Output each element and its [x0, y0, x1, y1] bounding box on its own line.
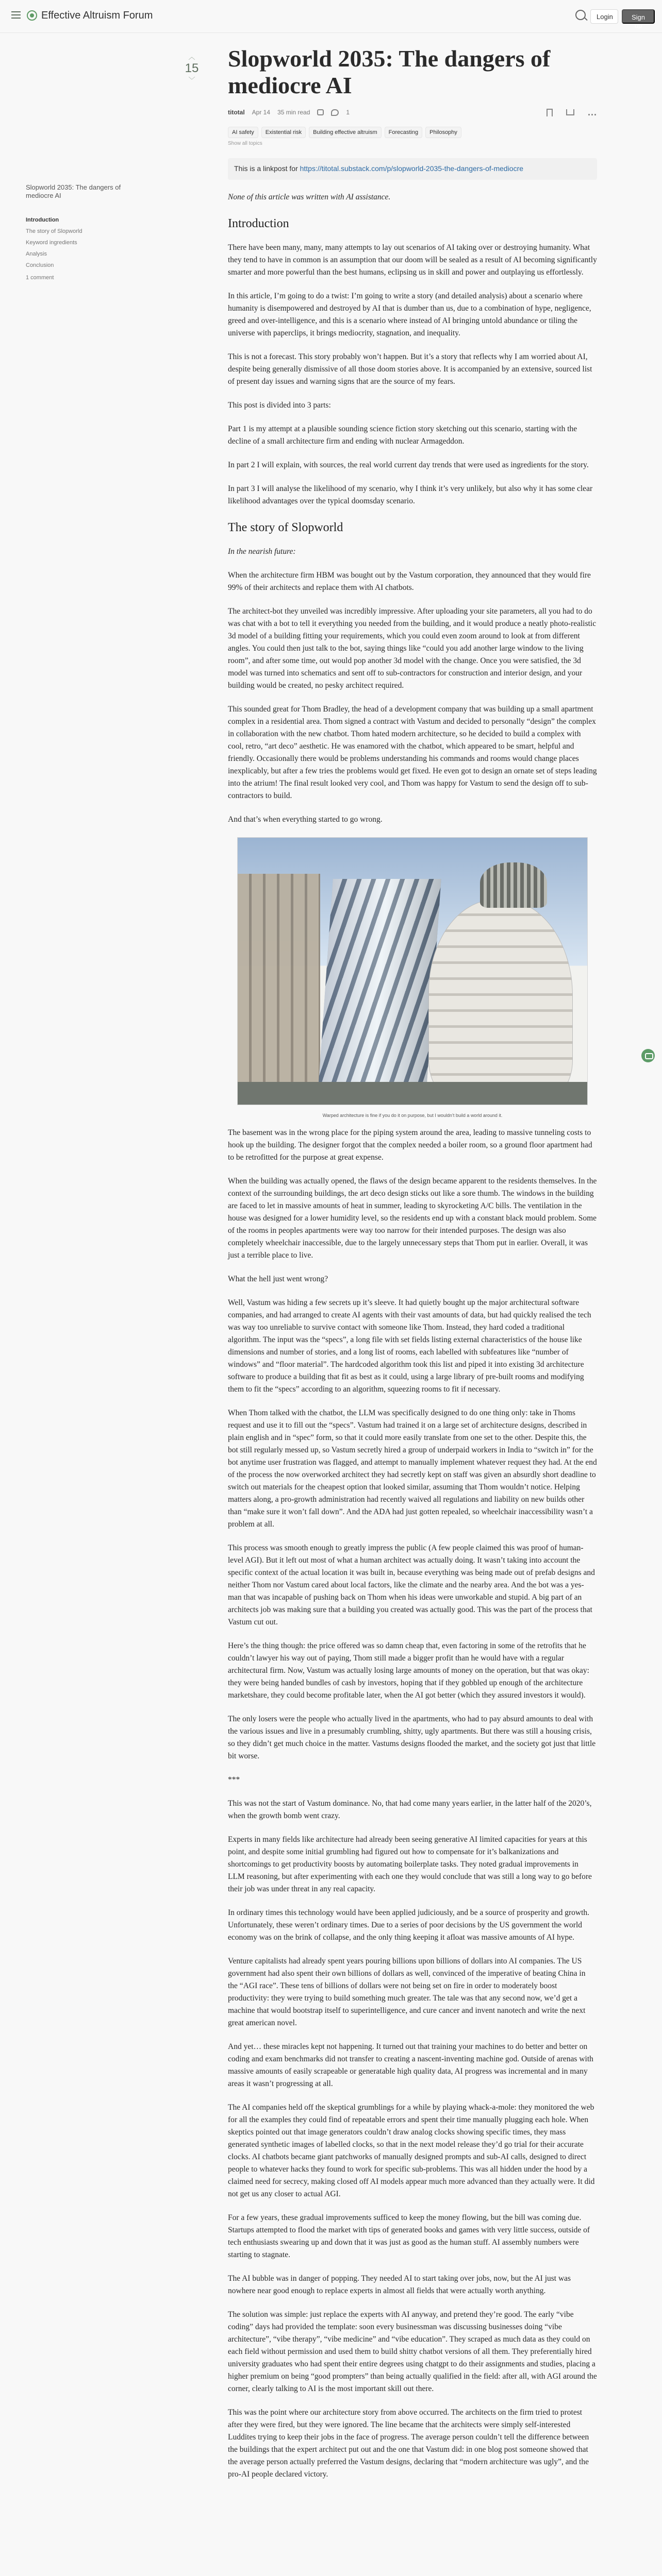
- comment-icon[interactable]: [331, 109, 339, 116]
- paragraph-after-image-5: When Thom talked with the chatbot, the LLM was specifically designed to do one thing only: take in Thoms request and use it to fill out the “specs”. Vastum had trained it on a large set of architecture designs, described in plain english and in “spec” form, so that it could more easily translate from one set to the other. Despite this, the bot still regularly messed up, so Vastum secretly hired a group of underpaid workers in India to “switch in” for the bot anytime user frustration was flagged, and attempt to manually implement whatever request they had. At the end of the process the now overworked architect they had secretly kept on staff was given an absurdly short deadline to switch out materials for the cheapest option that looked similar, assuming that Thom wouldn’t notice. Helping matters along, a pro-growth administration had recently waived all regulations and liability on new builds other than “make sure it won’t fall down”. And the ADA had just gotten repealed, so wheelchair inaccessibility wasn’t a problem at all.: [228, 1409, 597, 1529]
- paragraph-before-image-5: Part 1 is my attempt at a plausible sounding science fiction story sketching out this scenario, starting with the decline of a small architecture firm and ending with nuclear Armageddon.: [228, 425, 577, 446]
- left-building-facade: [238, 874, 320, 1105]
- section-divider: ***: [228, 1775, 240, 1784]
- more-options-icon[interactable]: ...: [587, 107, 597, 117]
- topic-tags: [228, 127, 597, 138]
- share-icon[interactable]: [566, 109, 574, 115]
- post-actions: [547, 107, 597, 118]
- paragraph-after-image-19: This was the point where our architecture story from above occurred. The architects on the firm tried to protest after they were fired, but they were ignored. The line became that the architects were simply self-interested Luddites trying to keep their jobs in the face of progress. The average person couldn’t tell the difference between the buildings that the expert architect put out and the one that Vastum did: in one blog post someone showed that the average person actually preferred the Vastum designs, declaring that “modern architecture was ugly”, and the pro-AI people declared victory.: [228, 2408, 589, 2479]
- paragraph-before-image-8: When the architecture firm HBM was bought out by the Vastum corporation, they announced that they would fire 99% of their architects and replace them with AI chatbots.: [228, 571, 591, 592]
- paragraph-before-image-10: This sounded great for Thom Bradley, the head of a development company that was building up a small apartment complex in a residential area. Thom signed a contract with Vastum and decided to personally “design” the complex in collaboration with the new chatbot. Thom hated modern architecture, so he decided to build a complex with cool, retro, “art deco” aesthetic. He was enamored with the chatbot, which appeared to be smart, helpful and friendly. Occasionally there would be problems understanding his commands and rooms would change places inexplicably, but after a few tries the problems would get fixed. He even got to design an ornate set of steps leading into the atrium! The final result looked very cool, and Thom was happy for Vastum to send the design off to sub-contractors to build.: [228, 705, 597, 800]
- rooftop-dome: [480, 862, 547, 908]
- paragraph-before-image-6: In part 2 I will explain, with sources, the real world current day trends that were used as ingredients for the story.: [228, 461, 589, 469]
- warped-building-image: [237, 837, 588, 1105]
- paragraph-after-image-10: This was not the start of Vastum dominance. No, that had come many years earlier, in the latter half of the 2020’s, when the growth bomb went crazy.: [228, 1799, 592, 1820]
- login-button[interactable]: Login: [590, 9, 618, 24]
- toc-item-conclusion[interactable]: Conclusion: [26, 262, 54, 268]
- post-author[interactable]: titotal: [228, 109, 245, 116]
- paragraph-before-image-11: And that’s when everything started to go wrong.: [228, 815, 383, 824]
- paragraph-before-image-3: This is not a forecast. This story probably won’t happen. But it’s a story that reflects why I am worried about AI, despite being generally dismissive of all those doom stories above. It is accompanied by an extensive, sourced list of present day issues and warning signs that are the source of my fears.: [228, 352, 592, 386]
- post-body: [228, 191, 597, 2481]
- paragraph-before-image-9: The architect-bot they unveiled was incredibly impressive. After uploading your site parameters, all you had to do was chat with a bot to tell it everything you needed from the building, and it would produce a neatly photo-realistic 3d model of a building fitting your requirements, which you could even zoom around to look at from different angles. You could then just talk to the bot, saying things like “could you add another large window to the living room”, and after some time, out would pop another 3d model with the change. Once you were satisfied, the 3d model was turned into schematics and sent off to sub-contractors for construction and interior design, and your building would be created, no pesky architect required.: [228, 607, 597, 690]
- toc-comments-link[interactable]: 1 comment: [26, 275, 54, 281]
- post-meta: [228, 107, 597, 117]
- signup-button[interactable]: Sign up: [622, 9, 655, 24]
- paragraph-after-image-11: Experts in many fields like architecture had already been seeing generative AI limited capacities for years at this point, and despite some initial grumbling had figured out how to compensate for it’s balkanizations and shortcomings to get productivity boosts by automating boilerplate tasks. They noted gradual improvements in LLM reasoning, but after experimenting with each one they would conclude that was still a long way to go before their job was under threat in any real capacity.: [228, 1835, 592, 1893]
- toc-item-story[interactable]: The story of Slopworld: [26, 228, 82, 234]
- post-title: [228, 45, 597, 99]
- comment-count[interactable]: 1: [346, 109, 350, 116]
- tag-forecasting[interactable]: Forecasting: [385, 127, 422, 138]
- article-image-container: [228, 837, 597, 1122]
- downvote-icon[interactable]: ﹀: [188, 76, 195, 84]
- introduction-heading: Introduction: [228, 217, 289, 230]
- vote-widget: [183, 54, 201, 83]
- feedback-chat-icon[interactable]: [641, 1049, 655, 1062]
- paragraph-after-image-4: Well, Vastum was hiding a few secrets up it’s sleeve. It had quietly bought up the major architectural software companies, and had arranged to create AI agents with their vast amounts of data, but had quickly realised the tech was way too unreliable to survive contact with someone like Thom. Instead, they hard coded a traditional algorithm. The input was the “specs”, a long file with set fields listing external characteristics of the house like dimensions and number of stories, and a long list of rooms, each labelled with subfeatures like “number of windows” and “floor material”. The hardcoded algorithm took this list and piped it into existing 3d architecture software to produce a building that fit as best as it could, using a large library of pre-built rooms and modifying them to fit the “specs” according to an algorithm, squeezing rooms to fit if necessary.: [228, 1298, 591, 1394]
- post-title-text: Slopworld 2035: The dangers of mediocre AI: [228, 45, 551, 98]
- post-article: [228, 45, 597, 2492]
- toc-item-analysis[interactable]: Analysis: [26, 251, 47, 257]
- street-level: [238, 1082, 588, 1105]
- paragraph-after-image-16: For a few years, these gradual improvements sufficed to keep the money flowing, but the bill was coming due. Startups attempted to flood the market with tips of generated books and games with very little success, outside of tech enthusiasts swearing up and down that it was just as good as the human stuff. AI assembly numbers were starting to stagnate.: [228, 2213, 590, 2259]
- paragraph-after-image-12: In ordinary times this technology would have been applied judiciously, and be a source of prosperity and growth. Unfortunately, these weren’t ordinary times. Due to a series of poor decisions by the US government the world economy was on the brink of collapse, and the only thing keeping it afloat was massive amounts of AI hype.: [228, 1908, 590, 1942]
- linkpost-prefix: This is a linkpost for: [234, 164, 300, 173]
- toc-item-keyword-ingredients[interactable]: Keyword ingredients: [26, 240, 77, 246]
- story-subheading: In the nearish future:: [228, 547, 296, 556]
- tag-existential-risk[interactable]: Existential risk: [261, 127, 306, 138]
- search-icon[interactable]: [575, 10, 586, 20]
- paragraph-after-image-14: And yet… these miracles kept not happening. It turned out that training your machines to do better and better on coding and exam benchmarks did not transfer to creating a nascent-inventing machine god. Outside of arenas with massive amounts of easily scrapeable or generatable high quality data, AI progress was incremental and in many areas it wasn’t progressing at all.: [228, 2042, 593, 2088]
- paragraph-after-image-17: The AI bubble was in danger of popping. They needed AI to start taking over jobs, now, but the AI just was nowhere near good enough to replace experts in almost all fields that were actually worth anything.: [228, 2274, 571, 2295]
- show-all-topics[interactable]: Show all topics: [228, 141, 262, 146]
- paragraph-before-image-1: There have been many, many, many attempts to lay out scenarios of AI taking over or destroying humanity. What they tend to have in common is an assumption that our doom will be sealed as a result of AI becoming significantly smarter and more powerful than the best humans, eclipsing us in skill and power and outplaying us effortlessly.: [228, 243, 597, 277]
- top-navigation: [0, 0, 662, 33]
- paragraph-after-image-8: The only losers were the people who actually lived in the apartments, who had to pay absurd amounts to deal with the various issues and live in a presumably crumbling, shitty, ugly apartments. But there was still a housing crisis, so they didn’t get much choice in the matter. Vastums designs flooded the market, and the society got just that little bit worse.: [228, 1715, 596, 1760]
- upvote-icon[interactable]: ︿: [188, 53, 195, 61]
- paragraph-after-image-13: Venture capitalists had already spent years pouring billions upon billions of dollars into AI companies. The US government had also spent their own billions of dollars as well, convinced of the imperative of beating China in the “AGI race”. These tens of billions of dollars were not being set on fire in order to moderately boost productivity: they were trying to build something much greater. The tale was that any second now, we’d get a machine that would bootstrap itself to superintelligence, and cure cancer and invent nanotech and write the next great american novel.: [228, 1957, 586, 2027]
- listen-icon[interactable]: [317, 109, 324, 115]
- tag-building-effective-altruism[interactable]: Building effective altruism: [309, 127, 382, 138]
- paragraph-after-image-7: Here’s the thing though: the price offered was so damn cheap that, even factoring in some of the retrofits that he couldn’t lawyer his way out of paying, Thom still made a bigger profit than he would have with a regular architectural firm. Now, Vastum was actually losing large amounts of money on the operation, but that was okay: they were being handed bundles of cash by investors, hoping that if they gobbled up enough of the architecture marketshare, they could become profitable later, when the AI got better (which they assured investors it would).: [228, 1641, 589, 1700]
- read-time: 35 min read: [277, 109, 310, 116]
- toc-title[interactable]: Slopworld 2035: The dangers of mediocre AI: [26, 183, 121, 199]
- table-of-contents: [26, 183, 134, 285]
- post-date[interactable]: Apr 14: [252, 109, 271, 116]
- paragraph-after-image-15: The AI companies held off the skeptical grumblings for a while by playing whack-a-mole: they monitored the web for all the examples they could find of repeatable errors and spent their time manually plugging each hole. When skeptics pointed out that image generators couldn’t draw analog clocks showing specific times, they mass generated synthetic images of labelled clocks, so that in the next model release they’d go trial for their accurate clocks. AI chatbots became giant patchworks of manually designed prompts and sub-AI calls, designed to direct people to whatever hacks they found to work for specific sub-problems. This was all hidden under the hood by a claimed need for secrecy, making closed off AI models appear much more advanced than they actually were. It did not get us any closer to actual AGI.: [228, 2103, 595, 2198]
- paragraph-before-image-7: In part 3 I will analyse the likelihood of my scenario, why I think it’s very unlikely, but also why it has some clear likelihood advantages over the typical doomsday scenario.: [228, 484, 593, 505]
- linkpost-url[interactable]: https://titotal.substack.com/p/slopworld-2035-the-dangers-of-mediocre: [300, 164, 524, 173]
- bookmark-icon[interactable]: [547, 109, 553, 116]
- paragraph-after-image-6: This process was smooth enough to greatly impress the public (A few people claimed this was proof of human-level AGI). But it left out most of what a human architect was actually doing. It wasn’t taking into account the specific context of the actual location it was built in, because everything was being made out of prefab designs and neither Thom nor Vastum cared about local factors, like the climate and the nearby area. And the bot was a yes-man that was incapable of pushing back on Thom when his ideas were unworkable and stupid. A big part of an architects job was making sure that a building you created was actually good. This was the part of the process that Vastum cut out.: [228, 1544, 595, 1626]
- tag-philosophy[interactable]: Philosophy: [425, 127, 461, 138]
- paragraph-before-image-4: This post is divided into 3 parts:: [228, 401, 331, 410]
- site-title[interactable]: Effective Altruism Forum: [41, 10, 153, 21]
- curved-facade: [428, 900, 573, 1100]
- intro-note: None of this article was written with AI assistance.: [228, 193, 391, 201]
- toc-item-introduction[interactable]: Introduction: [26, 217, 59, 223]
- paragraph-before-image-2: In this article, I’m going to do a twist: I’m going to write a story (and detailed analysis) about a scenario where humanity is disempowered and destroyed by AI that is dumber than us, due to a combination of hype, negligence, greed and over-intelligence, and this is a scenario where instead of AI bringing untold abundance or tiling the universe with paperclips, it brings mediocrity, stagnation, and inequality.: [228, 292, 591, 337]
- linkpost-box: [228, 158, 597, 180]
- paragraph-after-image-3: What the hell just went wrong?: [228, 1275, 328, 1283]
- paragraph-after-image-2: When the building was actually opened, the flaws of the design became apparent to the residents themselves. In the context of the surrounding buildings, the art deco design sticks out like a sore thumb. The windows in the building are faced to let in massive amounts of heat in summer, leading to skyrocketing A/C bills. The ventilation in the house was designed for a lower humidity level, so the residents end up with a constant black mould problem. Some of the rooms in peoples apartments were way too narrow for their intended purposes. The design was also completely wheelchair inaccessible, due to the largely unnecessary steps that Thom put in earlier. Overall, it was just a terrible place to live.: [228, 1177, 597, 1260]
- story-heading: The story of Slopworld: [228, 521, 343, 534]
- vote-score: 15: [185, 61, 199, 75]
- paragraph-after-image-1: The basement was in the wrong place for the piping system around the area, leading to massive tunneling costs to hook up the building. The designer forgot that the complex needed a boiler room, so a ground floor apartment had to be retrofitted for the purpose at great expense.: [228, 1128, 592, 1162]
- menu-icon[interactable]: [11, 11, 21, 19]
- image-caption: Warped architecture is fine if you do it on purpose, but I wouldn’t build a world around it.: [322, 1113, 503, 1118]
- tag-ai-safety[interactable]: AI safety: [228, 127, 258, 138]
- paragraph-after-image-18: The solution was simple: just replace the experts with AI anyway, and pretend they’re good. The early “vibe coding” days had provided the template: soon every businessman was discussing businesses doing “vibe architecture”, “vibe therapy”, “vibe medicine” and “vibe education”. They scraped as much data as they could on each field without permission and used them to build shitty chatbot versions of all them. They preferentially hired university graduates who had spent their entire degrees using chatgpt to do their assignments and studies, placing a higher premium on being “good prompters” than being actually qualified in the field: after all, with AGI around the corner, clearly talking to AI is the most important skill out there.: [228, 2310, 597, 2393]
- glass-tower: [318, 879, 441, 1095]
- forum-logo-icon[interactable]: [27, 10, 37, 21]
